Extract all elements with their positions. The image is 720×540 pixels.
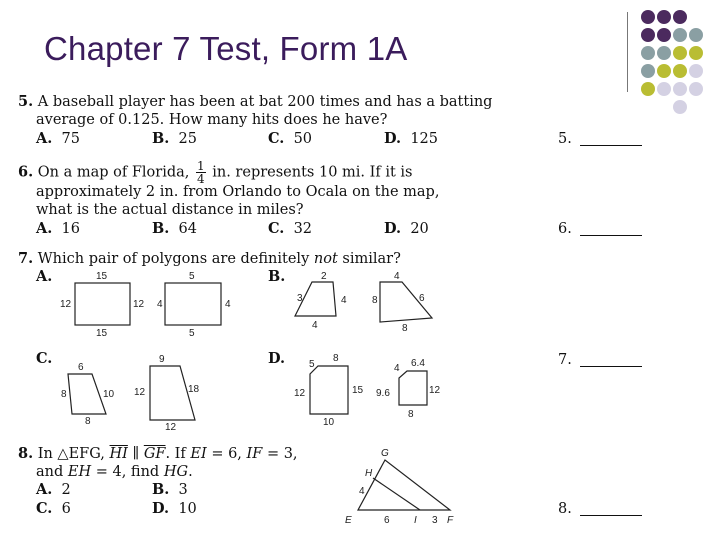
label: 15	[96, 328, 108, 339]
choice-d: D. 10	[152, 500, 197, 517]
pentagon-large	[310, 366, 348, 414]
label: 12	[133, 299, 145, 310]
choice-c: C. 6	[36, 500, 71, 517]
label: 10	[103, 389, 115, 400]
label: 18	[188, 384, 200, 395]
label: 5	[189, 271, 195, 282]
label: 6	[419, 293, 425, 304]
answer-label-6: 6.	[558, 221, 572, 237]
label: 12	[134, 387, 146, 398]
question-text: A baseball player has been at bat 200 times and has a batting	[37, 94, 493, 110]
question-6-line2: approximately 2 in. from Orlando to Ocala on the map,	[36, 184, 440, 200]
label: 10	[323, 417, 335, 428]
vertex-label: I	[414, 515, 417, 526]
label: 12	[60, 299, 72, 310]
label: 12	[294, 388, 306, 399]
label: 8	[61, 389, 67, 400]
label: 4	[157, 299, 163, 310]
label: 4	[341, 295, 347, 306]
length-label: 3	[432, 515, 438, 526]
label: 4	[394, 271, 400, 282]
label: 4	[394, 363, 400, 374]
pentagon-small	[399, 371, 427, 405]
label: 12	[429, 385, 441, 396]
answer-blank-8[interactable]	[580, 515, 642, 516]
label: 8	[402, 323, 408, 334]
label: 8	[372, 295, 378, 306]
choice-c: C. 50	[268, 130, 313, 147]
answer-label-7: 7.	[558, 352, 572, 368]
choice-a: A. 2	[36, 481, 71, 498]
choice-d: D.	[268, 350, 286, 367]
label: 9.6	[376, 388, 390, 399]
label: 4	[312, 320, 318, 331]
label: 6	[78, 362, 84, 373]
figure-b	[295, 271, 432, 334]
figure-c	[61, 354, 200, 433]
page-title: Chapter 7 Test, Form 1A	[44, 30, 408, 67]
rectangle-small	[165, 283, 221, 325]
length-label: 4	[359, 486, 365, 497]
triangle-efg-figure	[345, 448, 454, 526]
figure-d	[294, 353, 441, 428]
vertex-label: F	[447, 515, 454, 526]
label: 9	[159, 354, 165, 365]
length-label: 6	[384, 515, 390, 526]
quadrilateral-small	[68, 374, 106, 414]
answer-label-8: 8.	[558, 501, 572, 517]
question-5-line2: average of 0.125. How many hits does he have?	[36, 112, 388, 128]
choice-b: B. 64	[152, 220, 197, 237]
label: 8	[408, 409, 414, 420]
choice-b: B.	[268, 268, 286, 285]
label: 12	[165, 422, 177, 433]
label: 8	[85, 416, 91, 427]
question-6-line3: what is the actual distance in miles?	[36, 202, 304, 218]
label: 15	[352, 385, 364, 396]
segment-hi	[373, 478, 420, 510]
choice-d: D. 125	[384, 130, 439, 147]
choice-b: B. 25	[152, 130, 197, 147]
vertex-label: E	[345, 515, 352, 526]
label: 6.4	[411, 358, 425, 369]
question-7-line1: 7. Which pair of polygons are definitely not similar?	[18, 250, 401, 267]
vertex-label: G	[381, 448, 389, 459]
choice-a: A. 16	[36, 220, 80, 237]
fraction: $\frac{1}{4}$	[196, 159, 205, 186]
choice-a: A. 75	[36, 130, 80, 147]
choice-c: C.	[36, 350, 53, 367]
choice-a: A.	[36, 268, 53, 285]
question-8-line2: and EH = 4, find HG.	[36, 464, 193, 480]
answer-label-5: 5.	[558, 131, 572, 147]
label: 5	[189, 328, 195, 339]
choice-d: D. 20	[384, 220, 429, 237]
rectangle-large	[75, 283, 130, 325]
question-8-line1: 8. In △EFG, $\overline{HI}$ ∥ $\overline{GF}$. If EI = 6, IF = 3,	[18, 445, 298, 462]
vertex-label: H	[365, 468, 373, 479]
choice-c: C. 32	[268, 220, 313, 237]
label: 3	[297, 293, 303, 304]
question-6-line1: 6. On a map of Florida, $\frac{1}{4}$ in. represents 10 mi. If it is	[18, 159, 413, 186]
figure-a	[60, 271, 231, 339]
label: 4	[225, 299, 231, 310]
label: 15	[96, 271, 108, 282]
label: 5	[309, 359, 315, 370]
choice-b: B. 3	[152, 481, 188, 498]
label: 2	[321, 271, 327, 282]
label: 8	[333, 353, 339, 364]
question-number: 5.	[18, 93, 34, 110]
